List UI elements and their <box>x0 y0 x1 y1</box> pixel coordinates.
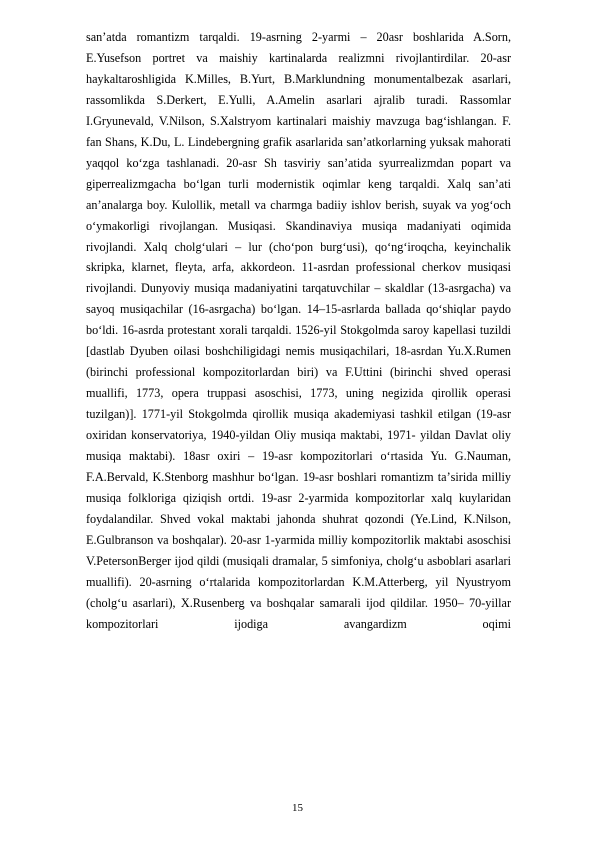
page-number: 15 <box>292 802 303 814</box>
body-text: sanʼatda romantizm tarqaldi. 19-asrning 2-yarmi – 20asr boshlarida A.Sorn, E.Yusefson portret va maishiy kartinalarda realizmni rivojlantirdilar. 20-asr haykaltaroshligida K.Milles, B.Yurt, B.Marklundning monumentalbezak asarlari, rassomlikda S.Derkert, E.Yulli, A.Amelin asarlari ajralib turadi. Rassomlar I.Gryunevald, V.Nilson, S.Xalstryom kartinalari maishiy mavzuga bagʻishlangan. F. fan Shans, K.Du, L. Lindebergning grafik asarlarida sanʼatkorlarning yuksak mahorati yaqqol koʻzga tashlanadi. 20-asr Sh tasviriy sanʼatida syurrealizmdan popart va giperrealizmgacha boʻlgan turli modernistik oqimlar keng tarqaldi. Xalq sanʼati anʼanalarga boy. Kulollik, metall va charmga badiiy ishlov berish, suyak va yogʻoch oʻymakorligi rivojlangan. Musiqasi. Skandinaviya musiqa madaniyati oqimida rivojlandi. Xalq cholgʻulari – lur (choʻpon burgʻusi), qoʻngʻiroqcha, keyinchalik skripka, klarnet, fleyta, arfa, akkordeon. 11-asrdan professional cherkov musiqasi rivojlandi. Dunyoviy musiqa madaniyatini tarqatuvchilar – skaldlar (13-asrgacha) va sayoq musiqachilar (16-asrgacha) boʻlgan. 14–15-asrlarda ballada qoʻshiqlar paydo boʻldi. 16-asrda protestant xorali tarqaldi. 1526-yil Stokgolmda saroy kapellasi tuzildi [dastlab Dyuben oilasi boshchiligidagi nemis musiqachilari, 18-asrdan Yu.X.Rumen (birinchi professional kompozitorlardan biri) va F.Uttini (birinchi shved operasi muallifi, 1773, opera truppasi asoschisi, 1773, uning negizida qirollik operasi tuzilgan)]. 1771-yil Stokgolmda qirollik musiqa akademiyasi tashkil etilgan (19-asr oxiridan konservatoriya, 1940-yildan Oliy musiqa maktabi, 1971- yildan Davlat oliy musiqa maktabi). 18asr oxiri – 19-asr kompozitorlari oʻrtasida Yu. G.Nauman, F.A.Bervald, K.Stenborg mashhur boʻlgan. 19-asr boshlari romantizm taʼsirida milliy musiqa folkloriga qiziqish ortdi. 19-asr 2-yarmida kompozitorlar xalq kuylaridan foydalandilar. Shved vokal maktabi jahonda shuhrat qozondi (Ye.Lind, K.Nilson, E.Gulbranson va boshqalar). 20-asr 1-yarmida milliy kompozitorlik maktabi asoschisi V.PetersonBerger ijod qildi (musiqali dramalar, 5 simfoniya, cholgʻu asboblari asarlari muallifi). 20-asrning oʻrtalarida kompozitorlardan K.M.Atterberg, yil Nyustryom (cholgʻu asarlari), X.Rusenberg va boshqalar samarali ijod qildilar. 1950– 70-yillar kompozitorlari ijodiga avangardizm oqimi <box>86 30 511 631</box>
